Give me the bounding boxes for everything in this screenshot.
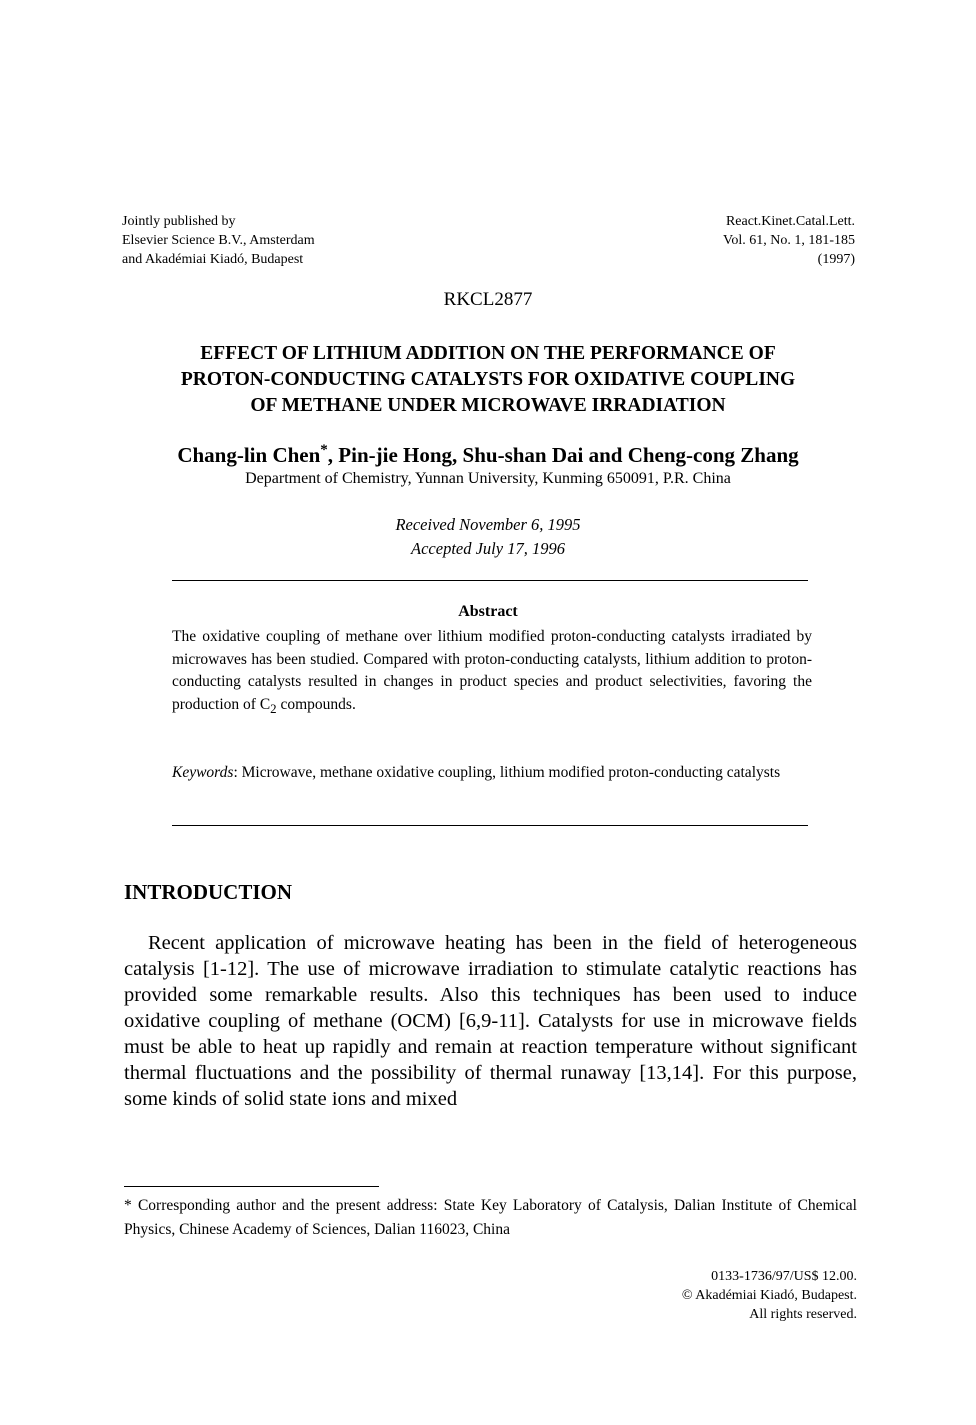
abstract-top-rule xyxy=(172,580,808,581)
affiliation: Department of Chemistry, Yunnan University, Kunming 650091, P.R. China xyxy=(245,470,731,487)
title-line: OF METHANE UNDER MICROWAVE IRRADIATION xyxy=(250,395,726,416)
publisher-line: Elsevier Science B.V., Amsterdam xyxy=(122,233,315,248)
subscript: 2 xyxy=(270,700,277,716)
footnote-rule xyxy=(124,1186,379,1187)
corresponding-mark: * xyxy=(320,442,328,458)
other-authors: , Pin-jie Hong, Shu-shan Dai and Cheng-cong Zhang xyxy=(327,443,799,467)
title-line: EFFECT OF LITHIUM ADDITION ON THE PERFORMANCE OF xyxy=(200,343,776,364)
keywords xyxy=(172,762,812,785)
author-list xyxy=(0,442,976,468)
section-heading: INTRODUCTION xyxy=(124,880,293,904)
first-author: Chang-lin Chen xyxy=(177,443,321,467)
copyright-line: All rights reserved. xyxy=(749,1307,857,1322)
dates xyxy=(0,513,976,561)
abstract-heading: Abstract xyxy=(458,603,518,620)
abstract-bottom-rule xyxy=(172,825,808,826)
journal-line: (1997) xyxy=(817,252,855,267)
journal-line: Vol. 61, No. 1, 181-185 xyxy=(723,233,855,248)
abstract-body: The oxidative coupling of methane over lithium modified proton-conducting catalysts irradiated by microwaves has been studied. Compared with proton-conducting catalysts, lithium addition to proton-conducting catalysts resulted in changes in product species and product selectivities, favoring the production of C xyxy=(172,628,812,713)
journal-citation xyxy=(723,212,855,269)
copyright-line: © Akadémiai Kiadó, Budapest. xyxy=(681,1288,857,1303)
publisher-info xyxy=(122,212,315,269)
keywords-text: : Microwave, methane oxidative coupling, lithium modified proton-conducting catalysts xyxy=(233,764,781,781)
abstract-text xyxy=(172,626,812,720)
publisher-line: Jointly published by xyxy=(122,214,236,229)
footnote: * Corresponding author and the present address: State Key Laboratory of Catalysis, Dalian Institute of Chemical Physics, Chinese Academy of Sciences, Dalian 116023, China xyxy=(124,1197,857,1238)
article-code: RKCL2877 xyxy=(443,289,533,310)
title-line: PROTON-CONDUCTING CATALYSTS FOR OXIDATIVE COUPLING xyxy=(180,369,796,390)
received-date: Received November 6, 1995 xyxy=(395,515,581,534)
publisher-line: and Akadémiai Kiadó, Budapest xyxy=(122,252,304,267)
keywords-label: Keywords xyxy=(172,764,234,781)
article-title xyxy=(100,341,876,419)
intro-paragraph: Recent application of microwave heating has been in the field of heterogeneous catalysis [1-12]. The use of microwave irradiation to stimulate catalytic reactions has provided some remarkable results. Also this techniques has been used to induce oxidative coupling of methane (OCM) [6,9-11]. Catalysts for use in microwave fields must be able to heat up rapidly and remain at reaction temperature without significant thermal fluctuations and the possibility of thermal runaway [13,14]. For this purpose, some kinds of solid state ions and mixed xyxy=(124,932,857,1110)
copyright-block xyxy=(682,1267,857,1324)
accepted-date: Accepted July 17, 1996 xyxy=(411,539,565,558)
journal-line: React.Kinet.Catal.Lett. xyxy=(725,214,855,229)
copyright-line: 0133-1736/97/US$ 12.00. xyxy=(711,1269,857,1284)
abstract-body-end: compounds. xyxy=(276,695,356,713)
